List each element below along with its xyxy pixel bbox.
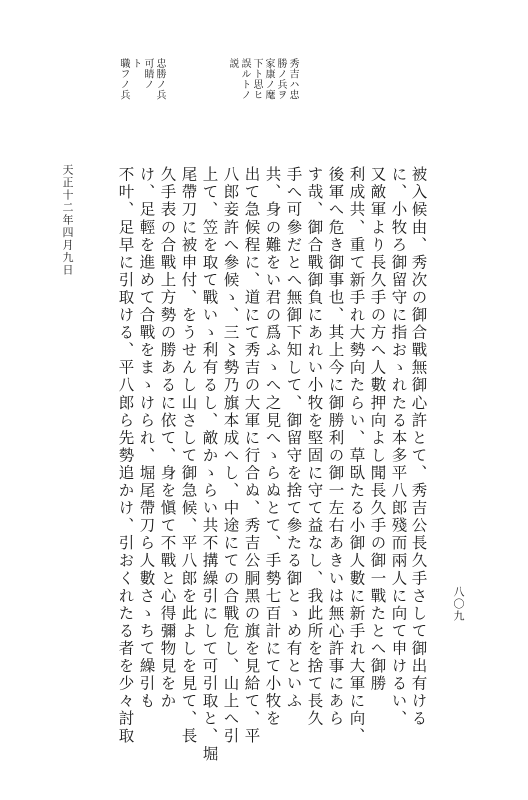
body-line: 出て急候程に、道にて秀吉の大軍に行合ぬ、秀吉公胴黑の旗を見給て、平 bbox=[242, 166, 261, 746]
running-head-line: 勝ノ兵ヲ bbox=[275, 58, 286, 100]
body-line: 八郎妾許へ參候ゝ、三〻勢乃旗本成へし、中途にての合戰危し、山上へ引 bbox=[221, 166, 240, 746]
body-line: す哉、御合戰御負にあれい小牧を堅固に守て益なし、我此所を捨て長久 bbox=[305, 166, 324, 728]
page-number: 八〇九 bbox=[452, 586, 465, 622]
running-head-line: 可睛ノ bbox=[142, 58, 153, 90]
running-head-line: 誤ルトノ bbox=[239, 58, 250, 100]
body-line: 手へ可參だとへ無御下知して、御留守を捨て參たる御とゝめ有といふ bbox=[284, 166, 303, 711]
running-head-line: 秀吉ハ忠 bbox=[287, 58, 298, 100]
body-line: 共、身の難をい君の爲ふゝへ之見へゝらぬとて、手勢七百計にて小牧を bbox=[263, 166, 282, 728]
body-line: 後軍へ危き御事也、其上今に御勝利の御一左右あきいは無心許事にあら bbox=[326, 166, 345, 728]
running-head-line: 忠勝ノ兵 bbox=[154, 58, 165, 100]
body-line: 不叶、足早に引取ける、平八郎ら先勢追かけ、引おくれたる者を少々討取 bbox=[116, 166, 135, 746]
running-head-line: ト bbox=[130, 58, 141, 69]
body-line: 被入候由、秀次の御合戰無御心許とて、秀吉公長久手さして御出有ける bbox=[409, 166, 428, 728]
body-line: 尾帶刀に被申付、をうせんし山さして御急候、平八郎を此よしを見て、長 bbox=[179, 166, 198, 746]
body-line: 久手表の合戰上方勢の勝あるに依て、身を愼て不戰と心得彌物見をか bbox=[158, 166, 177, 711]
running-head-line: 職フノ兵 bbox=[118, 58, 129, 100]
body-line: け、足輕を進めて合戰をまゝけられ、堀尾帶刀ら人數さゝちて繰引も bbox=[137, 166, 156, 711]
body-line: に、小牧ろ御留守に指おゝれたる本多平八郎殘而兩人に向て申けるい、 bbox=[389, 166, 408, 728]
body-line: 利成共、重て新手れ大勢向たらい、草臥たる小御人數に新手れ大軍に向、 bbox=[347, 166, 366, 746]
running-head-line: 家康ノ麾 bbox=[263, 58, 274, 100]
running-head-line: 下ト思ヒ bbox=[251, 58, 262, 100]
body-line: 又敵軍より長久手の方へ人數押向よし聞長久手の御一戰たとへ御勝 bbox=[368, 166, 387, 693]
date-note: 天正十二年四月九日 bbox=[61, 164, 74, 277]
body-line: 上て、笠を取て戰いゝ利有るし、敵かゝらい共不搆繰引にして可引取と、堀 bbox=[200, 166, 219, 763]
running-head-line: 説 bbox=[227, 58, 238, 69]
